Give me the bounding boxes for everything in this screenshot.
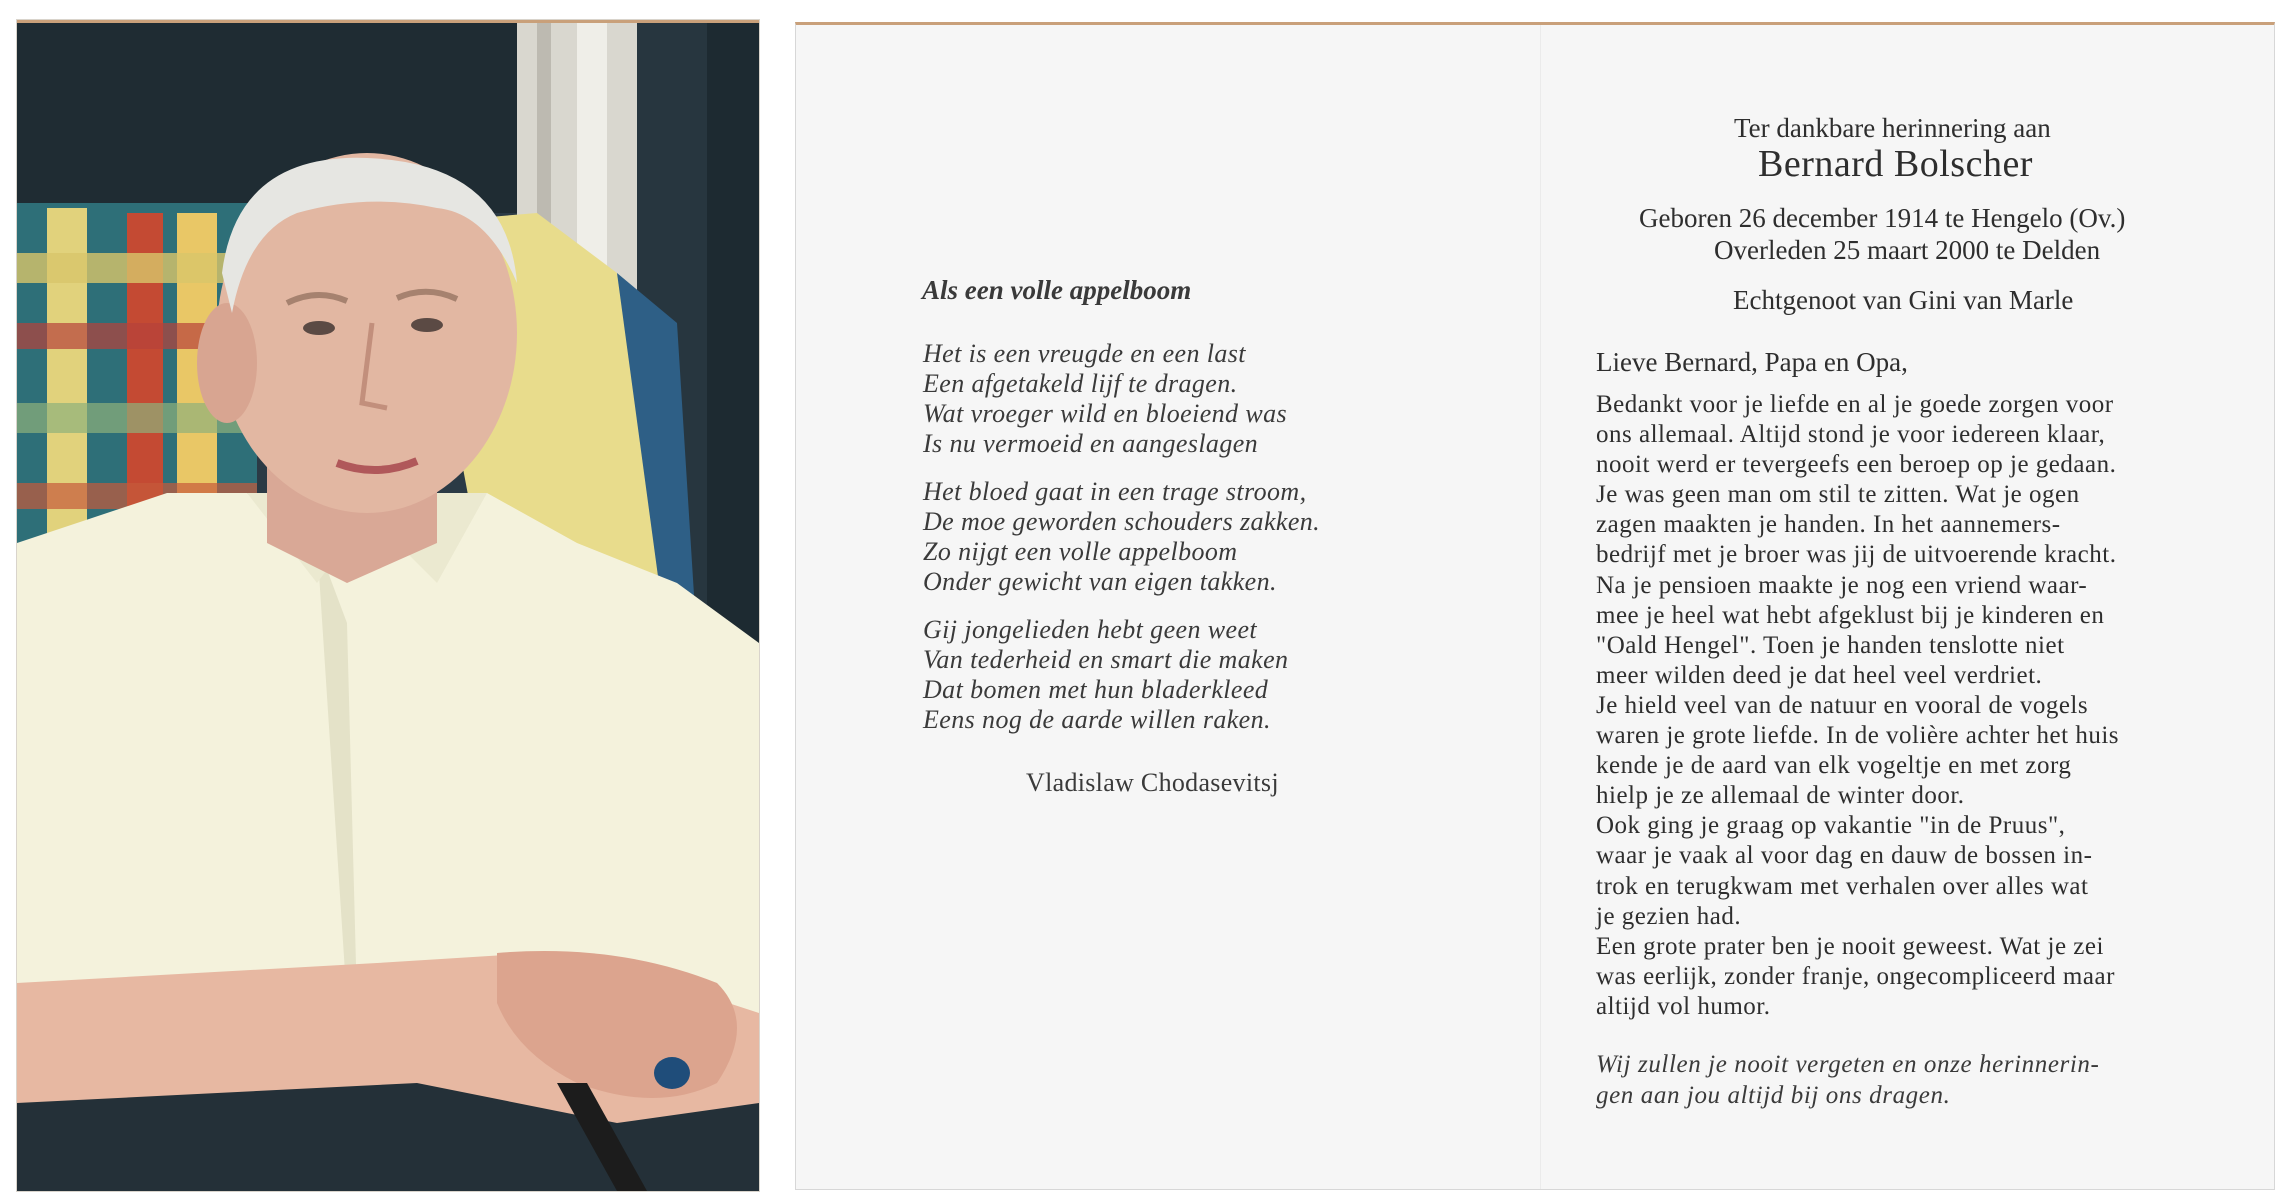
poem-line: Wat vroeger wild en bloeiend was — [923, 399, 1288, 428]
letter-body — [1596, 390, 2216, 1022]
deceased-name: Bernard Bolscher — [1758, 143, 2033, 185]
closing-line: Wij zullen je nooit vergeten en onze herinnerin- — [1596, 1051, 2100, 1078]
letter-line: waar je vaak al voor dag en dauw de bossen in- — [1596, 842, 2093, 870]
letter-line: Bedankt voor je liefde en al je goede zorgen voor — [1596, 391, 2114, 418]
letter-line: ons allemaal. Altijd stond je voor iedereen klaar, — [1596, 421, 2106, 449]
letter-line: Een grote prater ben je nooit geweest. Wat je zei — [1596, 932, 2104, 960]
poem-line: Zo nijgt een volle appelboom — [923, 537, 1238, 566]
letter-line: Na je pensioen maakte je nog een vriend waar- — [1596, 571, 2088, 599]
letter-line: hielp je ze allemaal de winter door. — [1596, 782, 1965, 810]
letter-line: meer wilden deed je dat heel veel verdriet. — [1596, 661, 2043, 689]
closing-line: gen aan jou altijd bij ons dragen. — [1596, 1082, 1951, 1109]
letter-line: trok en terugkwam met verhalen over alles wat — [1596, 872, 2089, 900]
letter-line: was eerlijk, zonder franje, ongecompliceerd maar — [1596, 962, 2115, 990]
poem-line: Gij jongelieden hebt geen weet — [923, 615, 1258, 644]
memorial-page — [1544, 25, 2274, 1189]
poem-line: Het bloed gaat in een trage stroom, — [923, 477, 1307, 506]
poem-title: Als een volle appelboom — [922, 275, 1192, 305]
letter-line: nooit werd er tevergeefs een beroep op je gedaan. — [1596, 451, 2117, 479]
letter-line: Je hield veel van de natuur en vooral de vogels — [1596, 691, 2089, 719]
poem-stanza-2 — [923, 477, 1320, 597]
poem-line: Eens nog de aarde willen raken. — [923, 705, 1271, 734]
poem-line: Onder gewicht van eigen takken. — [923, 567, 1277, 596]
portrait-illustration — [17, 23, 759, 1191]
poem-line: Dat bomen met hun bladerkleed — [923, 675, 1269, 704]
letter-line: kende je de aard van elk vogeltje en met zorg — [1596, 752, 2072, 780]
birth-info: Geboren 26 december 1914 te Hengelo (Ov.) — [1639, 203, 2126, 233]
poem-line: Een afgetakeld lijf te dragen. — [923, 369, 1238, 398]
poem-author: Vladislaw Chodasevitsj — [1026, 768, 1279, 797]
poem-stanza-1 — [923, 339, 1287, 459]
letter-line: zagen maakten je handen. In het aannemers- — [1596, 511, 2061, 539]
memorial-card — [795, 22, 2275, 1190]
letter-line: je gezien had. — [1596, 902, 1742, 930]
poem-page — [796, 25, 1540, 1189]
letter-line: Ook ging je graag op vakantie "in de Pruus", — [1596, 812, 2066, 840]
poem-line: Het is een vreugde en een last — [923, 339, 1246, 368]
poem-line: De moe geworden schouders zakken. — [923, 507, 1321, 536]
letter-closing — [1596, 1049, 2099, 1111]
death-info: Overleden 25 maart 2000 te Delden — [1714, 235, 2101, 265]
spouse-info: Echtgenoot van Gini van Marle — [1733, 285, 2074, 315]
poem-stanza-3 — [923, 615, 1288, 735]
letter-greeting: Lieve Bernard, Papa en Opa, — [1596, 347, 1908, 377]
letter-line: bedrijf met je broer was jij de uitvoerende kracht. — [1596, 541, 2117, 569]
poem-line: Is nu vermoeid en aangeslagen — [923, 429, 1259, 458]
letter-line: "Oald Hengel". Toen je handen tenslotte niet — [1596, 631, 2065, 659]
poem-line: Van tederheid en smart die maken — [923, 645, 1289, 674]
card-fold — [1540, 25, 1542, 1189]
letter-line: mee je heel wat hebt afgeklust bij je kinderen en — [1596, 601, 2105, 629]
memorial-intro: Ter dankbare herinnering aan — [1734, 113, 2051, 143]
portrait-photo — [17, 20, 759, 1191]
letter-line: altijd vol humor. — [1596, 992, 1771, 1020]
letter-line: waren je grote liefde. In de volière achter het huis — [1596, 722, 2119, 750]
letter-line: Je was geen man om stil te zitten. Wat je ogen — [1596, 481, 2080, 509]
